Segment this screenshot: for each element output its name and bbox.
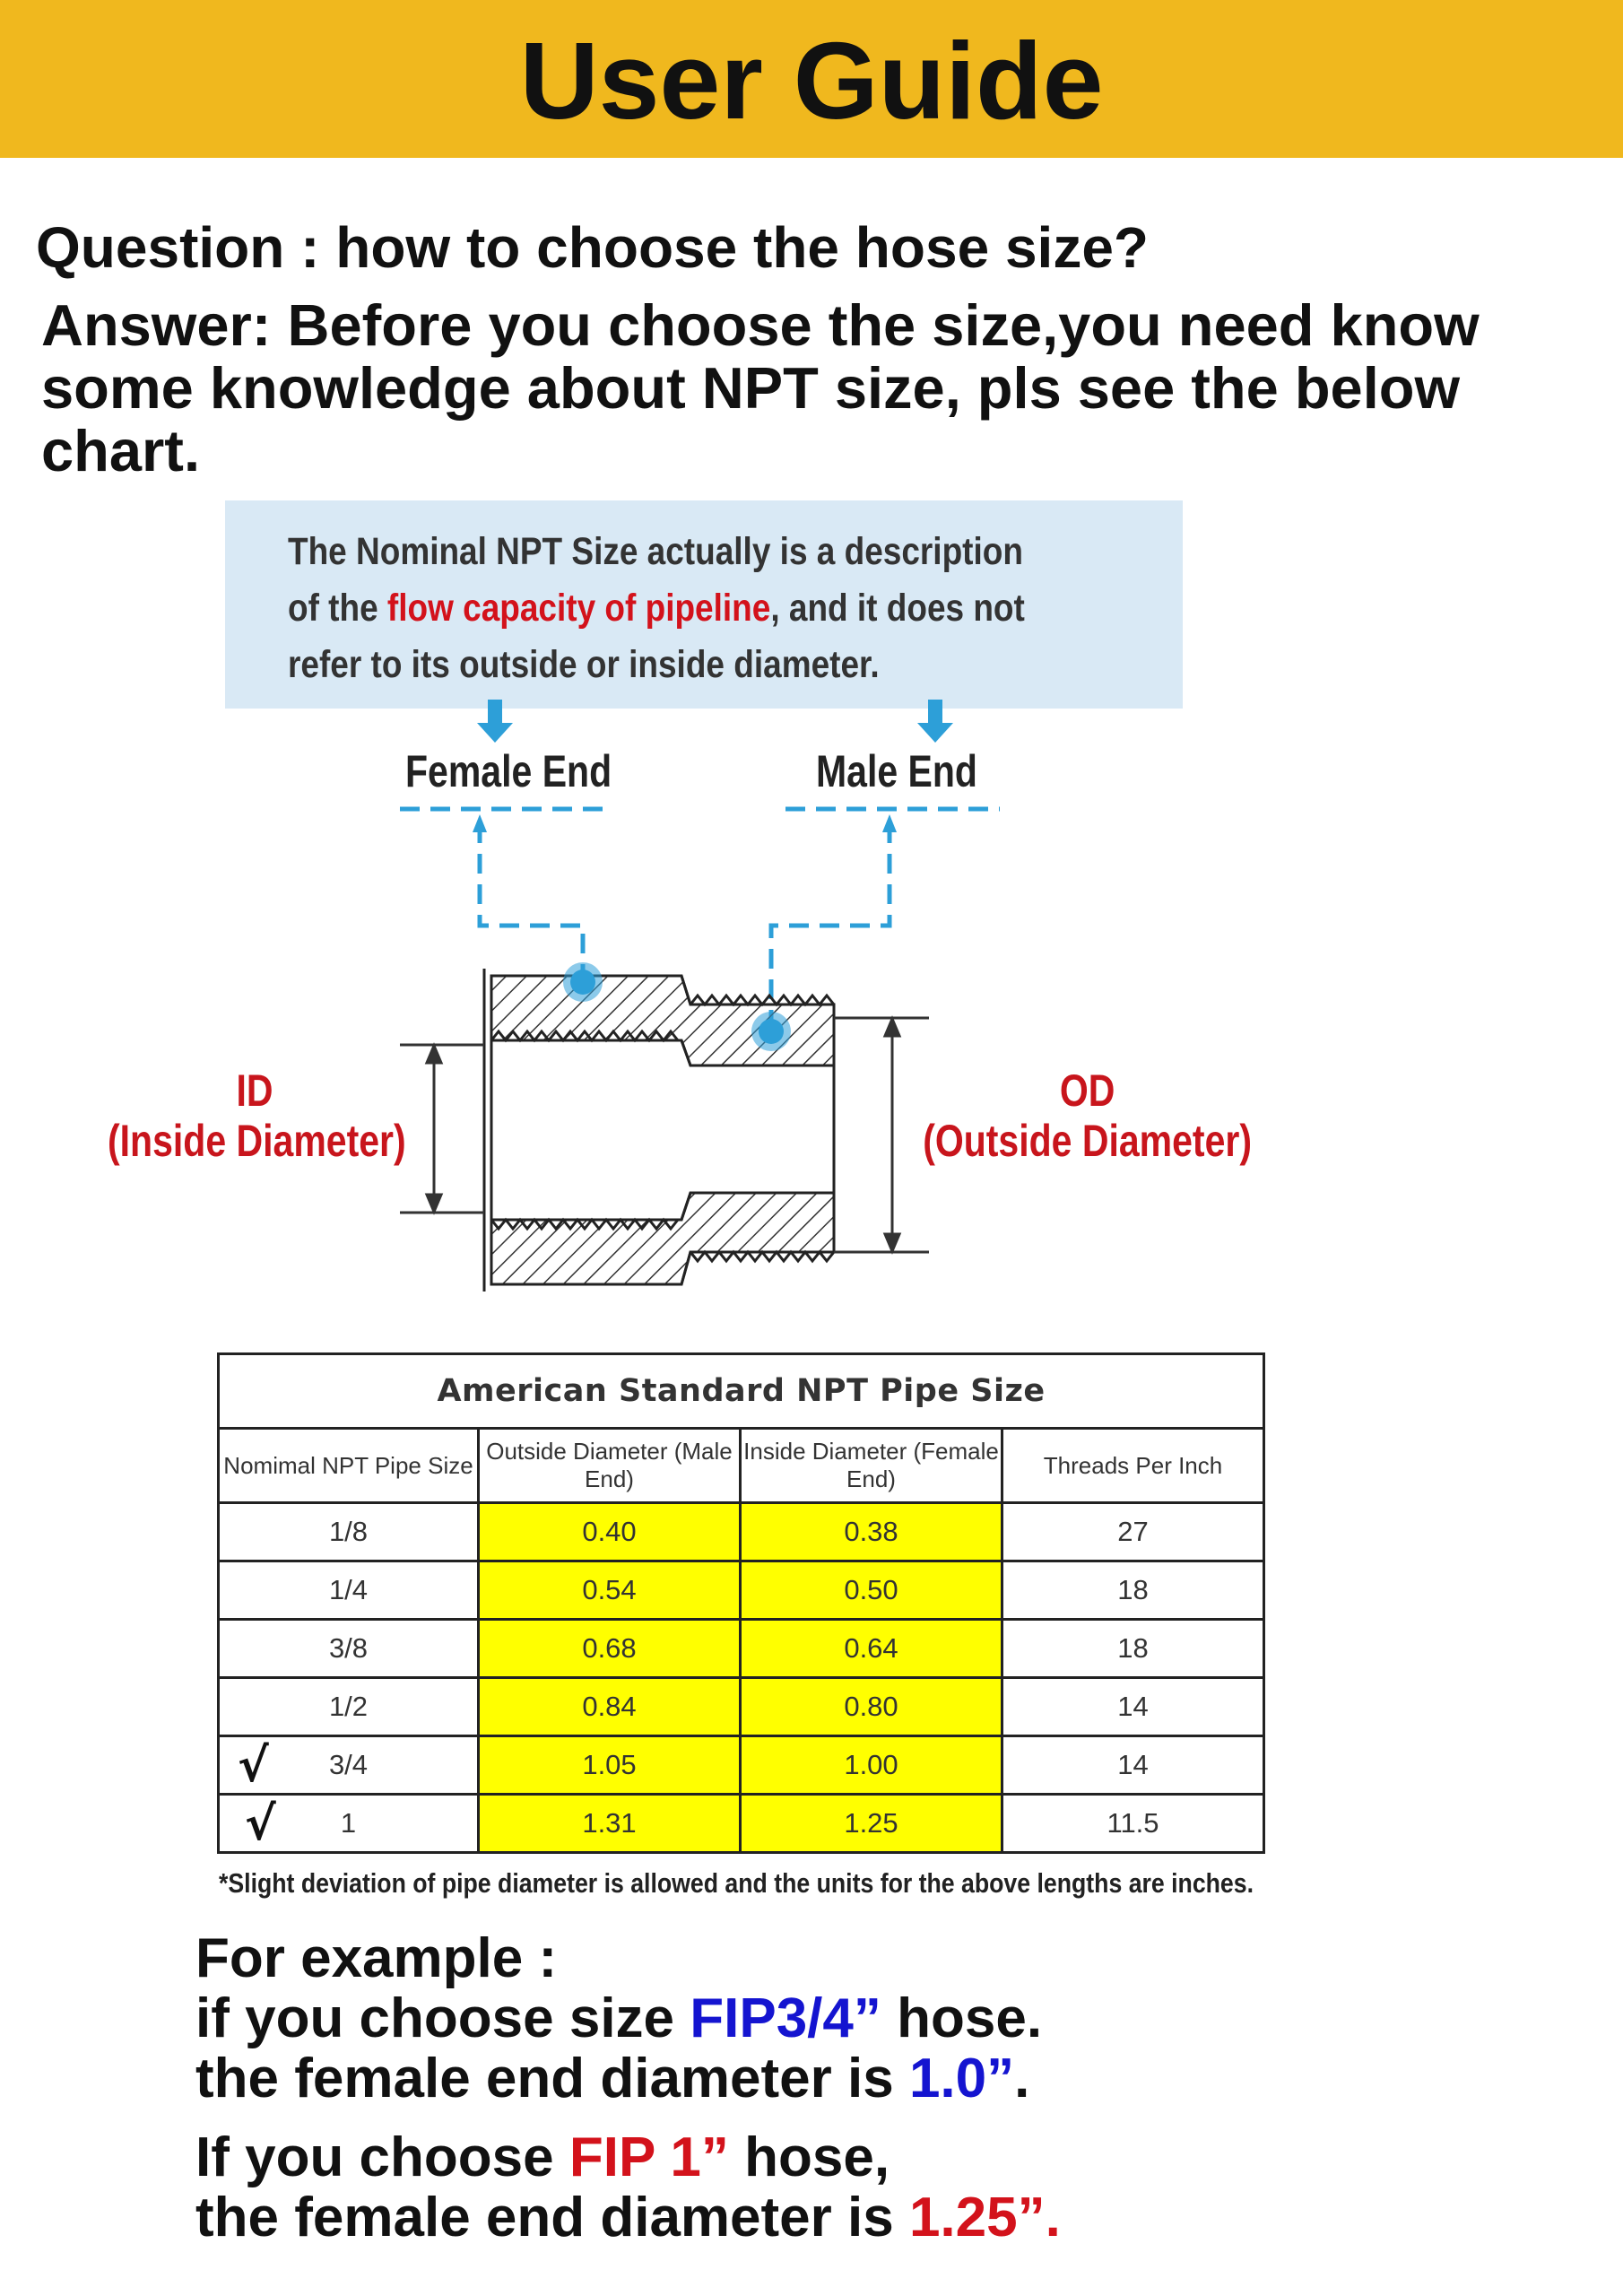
table-row <box>219 1678 1264 1736</box>
header-banner <box>0 0 1623 158</box>
header-nominal-size: Nomimal NPT Pipe Size <box>219 1429 479 1503</box>
cell-id: 1.00 <box>741 1736 1002 1795</box>
cell-id: 0.80 <box>741 1678 1002 1736</box>
cell-od: 0.40 <box>479 1503 741 1561</box>
cell-size: 1 <box>340 1807 357 1839</box>
cell-od: 1.31 <box>479 1795 741 1853</box>
header-inside-diameter: Inside Diameter (Female End) <box>741 1429 1002 1503</box>
table-row <box>219 1620 1264 1678</box>
example-diameter-10: 1.0” <box>908 2048 1015 2109</box>
example-line-4: the female end diameter is 1.25”. <box>195 2187 1061 2248</box>
table-row <box>219 1561 1264 1620</box>
cell-tpi: 27 <box>1002 1503 1264 1561</box>
cell-od: 0.54 <box>479 1561 741 1620</box>
table-title: American Standard NPT Pipe Size <box>219 1354 1264 1429</box>
cell-tpi: 18 <box>1002 1620 1264 1678</box>
table-row <box>219 1736 1264 1795</box>
answer-text: Answer: Before you choose the size,you need know some knowledge about NPT size, pls see the below chart. <box>41 292 1480 483</box>
cell-od: 0.84 <box>479 1678 741 1736</box>
cell-od: 0.68 <box>479 1620 741 1678</box>
od-abbr: OD <box>1059 1065 1115 1116</box>
example-line-1: if you choose size FIP3/4” hose. <box>195 1987 1043 2049</box>
npt-note-box <box>225 500 1183 709</box>
id-dimension-line <box>400 1045 484 1213</box>
down-arrow-icon <box>477 700 513 743</box>
header-outside-diameter: Outside Diameter (Male End) <box>479 1429 741 1503</box>
npt-size-table <box>217 1352 1265 1854</box>
cell-size: 1/2 <box>328 1691 369 1722</box>
leader-lines <box>400 809 1000 1022</box>
cell-id: 0.38 <box>741 1503 1002 1561</box>
pipe-fitting-diagram <box>0 682 1623 1309</box>
down-arrow-icon <box>917 700 953 743</box>
question-text: Question : how to choose the hose size? <box>36 215 1149 280</box>
page-title: User Guide <box>519 20 1104 142</box>
example-diameter-125: 1.25”. <box>908 2187 1061 2248</box>
od-full: (Outside Diameter) <box>923 1116 1252 1166</box>
female-end-label: Female End <box>405 746 612 796</box>
cell-tpi: 11.5 <box>1002 1795 1264 1853</box>
cell-size: 1/4 <box>328 1574 369 1605</box>
header-threads-per-inch: Threads Per Inch <box>1002 1429 1264 1503</box>
up-arrow-icon <box>473 814 897 832</box>
cell-id: 1.25 <box>741 1795 1002 1853</box>
example-line-2: the female end diameter is 1.0”. <box>195 2048 1030 2109</box>
od-dimension-line <box>834 1018 929 1252</box>
note-part2: , and it does not refer to its outside or inside diameter. <box>288 587 1025 686</box>
cell-size: 1/8 <box>328 1516 369 1547</box>
note-part1: The Nominal NPT Size actually is a description of the <box>288 530 1023 630</box>
example-size-1: FIP 1” <box>568 2126 729 2188</box>
check-mark-icon: √ <box>238 1739 269 1793</box>
male-end-label: Male End <box>816 746 977 796</box>
table-row <box>219 1795 1264 1853</box>
cell-id: 0.50 <box>741 1561 1002 1620</box>
npt-note-text <box>288 524 1044 693</box>
cell-od: 1.05 <box>479 1736 741 1795</box>
note-highlight: flow capacity of pipeline <box>386 587 771 630</box>
cell-tpi: 14 <box>1002 1736 1264 1795</box>
cell-tpi: 14 <box>1002 1678 1264 1736</box>
cell-size: 3/8 <box>328 1632 369 1664</box>
id-full: (Inside Diameter) <box>108 1116 406 1166</box>
example-size-34: FIP3/4” <box>690 1987 881 2049</box>
check-mark-icon: √ <box>245 1797 276 1851</box>
id-abbr: ID <box>236 1065 273 1116</box>
cell-size: 3/4 <box>328 1749 369 1780</box>
cell-tpi: 18 <box>1002 1561 1264 1620</box>
example-section <box>195 1928 1061 2248</box>
od-label <box>918 1065 1256 1166</box>
table-footnote: *Slight deviation of pipe diameter is allowed and the units for the above lengths are inches. <box>219 1867 1254 1899</box>
table-row <box>219 1503 1264 1561</box>
id-label <box>108 1065 406 1166</box>
cell-id: 0.64 <box>741 1620 1002 1678</box>
example-line-3: If you choose FIP 1” hose, <box>195 2126 890 2188</box>
example-heading: For example : <box>195 1927 558 1989</box>
